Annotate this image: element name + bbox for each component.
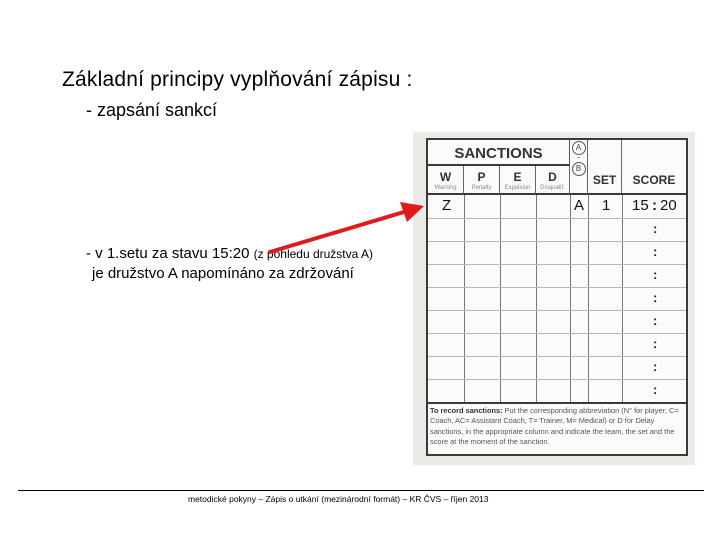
column-label: P [477,170,486,184]
score-colon: : [653,267,658,282]
slide-title: Základní principy vyplňování zápisu : [62,68,413,91]
score-colon: : [653,382,658,397]
slide-subtitle: - zapsání sankcí [86,100,218,120]
footer-text: metodické pokyny – Zápis o utkání (mezinárodní formát) – KR ČVS – říjen 2013 [188,494,489,504]
entry-warning: Z [442,197,452,214]
column-sublabel: Disqualif. [540,185,565,191]
footer-divider [18,490,704,491]
instructions-text: Put the corresponding abbreviation (N° for player; C= Coach, AC= Assistant Coach, T= Trainer, M= Medical) or D for Delay sanctions, in the appropriate column and indicate the team, the set and the score at the moment of the sanction. [430,406,679,446]
score-colon: : [653,359,658,374]
column-sublabel: Warning [434,185,457,191]
score-colon: : [653,313,658,328]
column-sublabel: Penalty [471,185,492,191]
note-small-text: (z pohledu družstva A) [253,247,373,261]
ab-divider-icon: – [576,155,581,161]
entry-set: 1 [602,197,611,214]
column-label: W [439,170,452,184]
note-line-2: je družstvo A napomínáno za zdržování [92,265,354,282]
team-b-circle: B [572,162,586,176]
entry-team: A [574,197,585,214]
column-label: D [548,170,557,184]
score-colon: : [653,290,658,305]
entry-score-separator: : [652,197,657,214]
score-colon: : [653,221,658,236]
score-colon: : [653,244,658,259]
entry-score-left: 15 [632,197,649,214]
entry-score-right: 20 [660,197,677,214]
set-header: SET [588,140,622,193]
team-a-circle: A [572,141,586,155]
instructions-heading: To record sanctions: [430,406,503,415]
score-colon: : [653,336,658,351]
note-main-text: - v 1.setu za stavu 15:20 [86,245,254,262]
sanctions-title: SANCTIONS [428,140,570,166]
column-sublabel: Expulsion [504,185,531,191]
column-label: E [513,170,522,184]
score-header: SCORE [632,173,676,187]
